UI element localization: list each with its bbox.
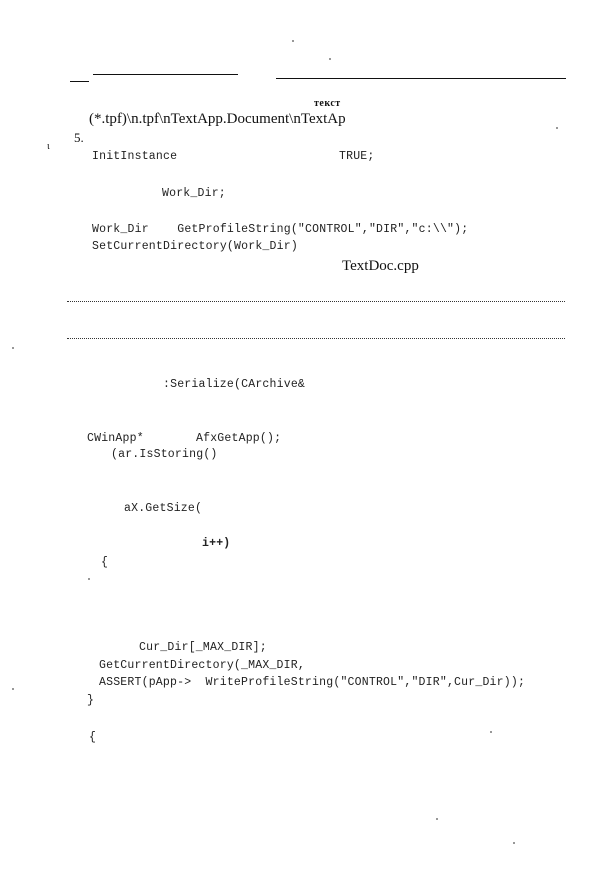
code-line-serialize: :Serialize(CArchive& (163, 378, 306, 391)
scan-speck (12, 688, 14, 690)
scan-speck (556, 127, 558, 129)
filter-string: (*.tpf)\n.tpf\nTextApp.Document\nTextAp (89, 111, 346, 127)
code-line-cur-dir: Cur_Dir[_MAX_DIR]; (139, 641, 267, 654)
filename-label: TextDoc.cpp (342, 258, 419, 274)
code-brace-close: } (87, 694, 95, 707)
code-line-initinstance: InitInstance (92, 150, 178, 163)
code-line-get-profile-string: Work_Dir GetProfileString("CONTROL","DIR","c:\\"); (92, 223, 469, 236)
code-token-afxgetapp: AfxGetApp(); (196, 432, 282, 445)
scan-speck (88, 578, 90, 580)
scan-speck (329, 58, 331, 60)
header-rule-short (70, 81, 89, 82)
code-line-assert: ASSERT(pApp-> WriteProfileString("CONTROL","DIR",Cur_Dir)); (99, 676, 526, 689)
scan-speck (292, 40, 294, 42)
header-rule-left (93, 74, 238, 75)
caption-word: текст (314, 98, 341, 109)
code-token-increment: i++) (202, 537, 231, 550)
code-line-get-current-directory: GetCurrentDirectory(_MAX_DIR, (99, 659, 305, 672)
scan-speck (436, 818, 438, 820)
code-token-cwinapp: CWinApp* (87, 432, 144, 445)
code-line-get-size: aX.GetSize( (124, 502, 203, 515)
header-rule-right (276, 78, 566, 79)
scan-speck (12, 347, 14, 349)
scan-speck (490, 731, 492, 733)
scan-speck (513, 842, 515, 844)
margin-mark: ɩ (47, 141, 50, 152)
code-brace-open-2: { (89, 731, 97, 744)
dotted-frame (67, 301, 565, 339)
code-line-work-dir-decl: Work_Dir; (162, 187, 226, 200)
item-number: 5. (74, 130, 84, 145)
code-line-set-current-directory: SetCurrentDirectory(Work_Dir) (92, 240, 298, 253)
code-brace-open-1: { (101, 556, 109, 569)
code-token-true: TRUE; (339, 150, 375, 163)
code-line-is-storing: (ar.IsStoring() (111, 448, 218, 461)
